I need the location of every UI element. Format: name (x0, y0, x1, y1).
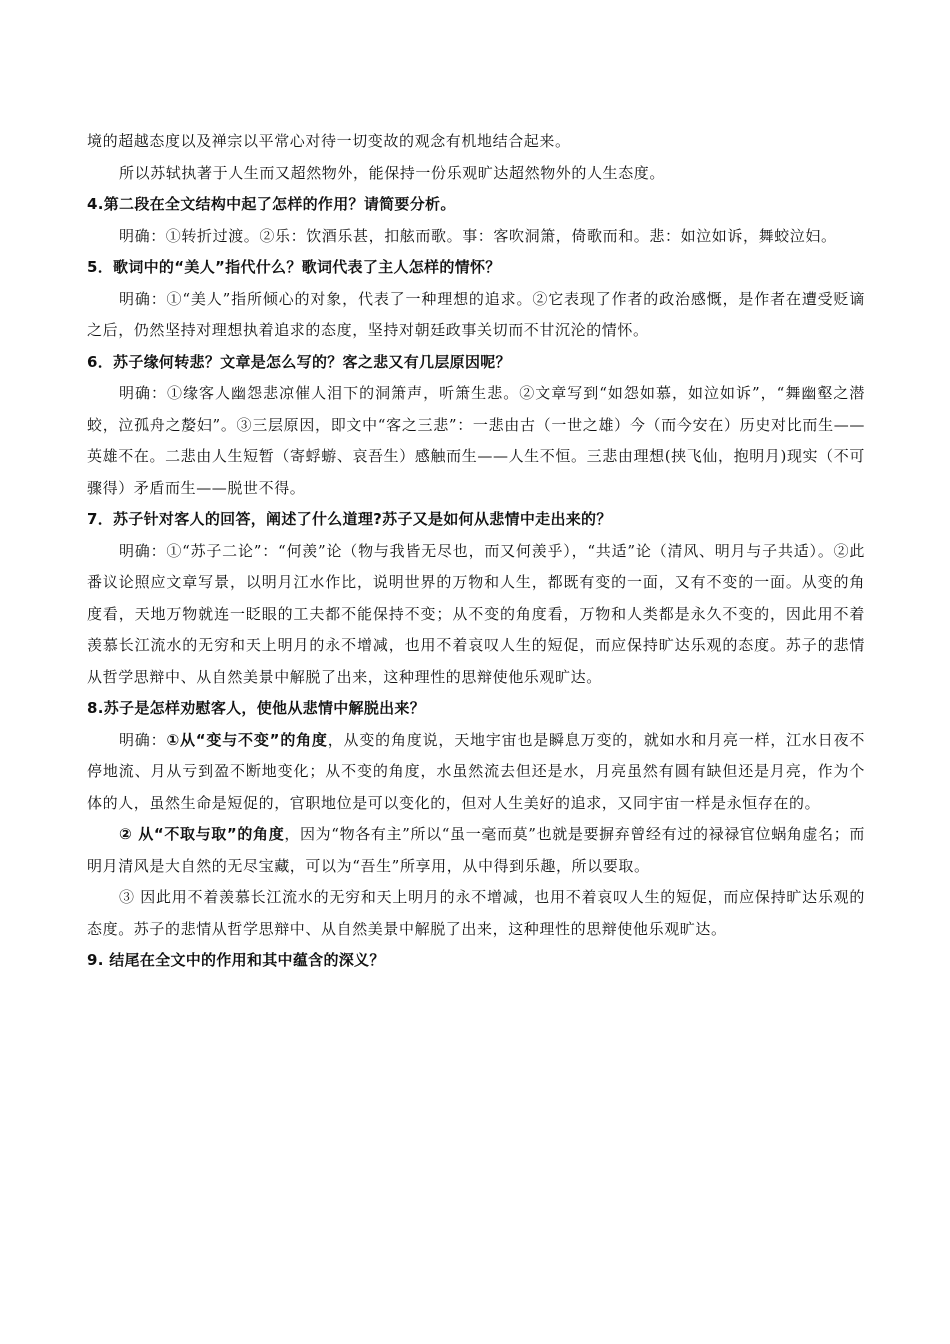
question-6: 6．苏子缘何转悲？文章是怎么写的？客之悲又有几层原因呢？ (87, 352, 511, 371)
question-7: 7．苏子针对客人的回答，阐述了什么道理?苏子又是如何从悲情中走出来的？ (87, 510, 612, 528)
answer-8-point-2-text: ，因为“物各有主”所以“虽一毫而莫”也就是要摒弃曾经有过的禄禄官位蜗角虚名；而明月清风是大自然的无尽宝藏，可以为“吾生”所享用，从中得到乐趣，所以要取。 (87, 825, 866, 875)
answer-4: 明确：①转折过渡。②乐：饮酒乐甚，扣舷而歌。事：客吹洞箫，倚歌而和。悲：如泣如诉，舞蛟泣妇。 (119, 226, 837, 245)
answer-8-part-2 (87, 819, 865, 882)
question-4: 4.第二段在全文结构中起了怎样的作用？请简要分析。 (87, 195, 456, 213)
answer-8-point-1-text: ，从变的角度说，天地宇宙也是瞬息万变的，就如水和月亮一样，江水日夜不停地流、月从亏到盈不断地变化；从不变的角度，水虽然流去但还是水，月亮虽然有圆有缺但还是月亮，作为个体的人，虽然生命是短促的，官职地位是可以变化的，但对人生美好的追求，又同宇宙一样是永恒存在的。 (87, 730, 865, 812)
question-8: 8.苏子是怎样劝慰客人，使他从悲情中解脱出来？ (87, 699, 426, 717)
answer-8-part-3: ③ 因此用不着羡慕长江流水的无穷和天上明月的永不增减，也用不着哀叹人生的短促，而应保持旷达乐观的态度。苏子的悲情从哲学思辩中、从自然美景中解脱了出来，这种理性的思辩使他乐观旷达。 (87, 888, 865, 938)
paragraph-conclusion: 所以苏轼执著于人生而又超然物外，能保持一份乐观旷达超然物外的人生态度。 (119, 163, 666, 182)
answer-8-part-1 (87, 725, 865, 820)
question-5: 5．歌词中的“美人”指代什么？歌词代表了主人怎样的情怀？ (87, 258, 501, 276)
answer-8-point-2-heading: ② 从“不取与取”的角度 (119, 825, 285, 843)
answer-7: 明确：①“苏子二论”：“何羡”论（物与我皆无尽也，而又何羡乎），“共适”论（清风、明月与子共适）。②此番议论照应文章写景，以明月江水作比，说明世界的万物和人生，都既有变的一面，又有不变的一面。从变的角度看，天地万物就连一眨眼的工夫都不能保持不变；从不变的角度看，万物和人类都是永久不变的，因此用不着羡慕长江流水的无穷和天上明月的永不增减，也用不着哀叹人生的短促，而应保持旷达乐观的态度。苏子的悲情从哲学思辩中、从自然美景中解脱了出来，这种理性的思辩使他乐观旷达。 (87, 541, 865, 686)
question-9: 9. 结尾在全文中的作用和其中蕴含的深义？ (87, 951, 385, 969)
answer-8-prefix: 明确： (119, 730, 167, 749)
answer-5: 明确：①“美人”指所倾心的对象，代表了一种理想的追求。②它表现了作者的政治感慨，是作者在遭受贬谪之后，仍然坚持对理想执着追求的态度，坚持对朝廷政事关切而不甘沉沦的情怀。 (87, 289, 865, 339)
answer-6: 明确：①缘客人幽怨悲凉催人泪下的洞箫声，听箫生悲。②文章写到“如怨如慕，如泣如诉”，“舞幽壑之潜蛟，泣孤舟之嫠妇”。③三层原因，即文中“客之三悲”：一悲由古（一世之雄）今（而今安在）历史对比而生——英雄不在。二悲由人生短暂（寄蜉蝣、哀吾生）感触而生——人生不恒。三悲由理想(挟飞仙，抱明月)现实（不可骤得）矛盾而生——脱世不得。 (87, 384, 865, 497)
paragraph-continuation: 境的超越态度以及禅宗以平常心对待一切变故的观念有机地结合起来。 (87, 132, 571, 150)
document-body (87, 126, 865, 977)
answer-8-point-1-heading: ①从“变与不变”的角度 (166, 730, 328, 749)
